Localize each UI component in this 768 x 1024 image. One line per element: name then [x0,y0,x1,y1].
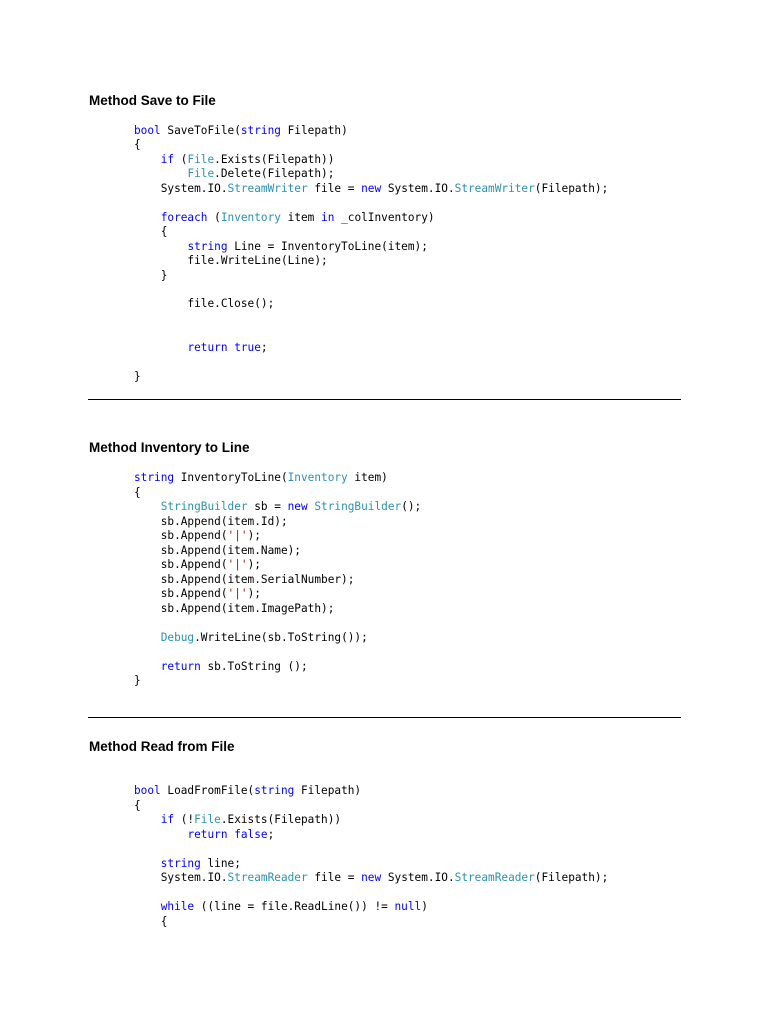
code-text [134,813,161,826]
code-line [134,871,608,885]
code-line [134,225,167,239]
code-line [134,544,301,558]
code-line [134,182,608,196]
code-text: sb.Append( [134,529,228,542]
code-type-name: File [187,167,215,181]
section-heading-read-from-file: Method Read from File [89,739,235,754]
code-text: ( [174,152,188,166]
code-line [134,211,435,225]
code-line [134,813,341,827]
code-text: sb.Append(item.SerialNumber); [134,572,355,586]
code-text: line; [200,856,241,870]
code-text [134,240,187,253]
code-line [134,124,348,138]
code-keyword: string [240,124,281,137]
code-keyword: null [394,900,422,913]
code-line [134,660,308,674]
code-line [134,370,141,384]
code-type-name: Inventory [287,471,348,484]
code-type-name: StringBuilder [314,500,402,513]
code-line [134,341,268,355]
code-text [134,631,161,644]
code-text: System.IO. [134,871,228,884]
code-text [134,857,161,870]
code-line [134,515,288,529]
code-keyword: in [321,210,335,224]
code-line [134,153,334,167]
code-text: { [134,798,141,812]
code-text: _colInventory) [334,210,435,224]
code-keyword: bool [134,784,161,797]
code-keyword: bool [134,124,161,137]
code-text: file = [307,871,362,884]
code-keyword: false [234,827,268,841]
code-keyword: string [187,239,228,253]
code-text: { [134,485,141,499]
code-text: sb.Append(item.Id); [134,514,288,528]
code-keyword: foreach [160,210,208,224]
section-heading-save-to-file: Method Save to File [89,93,216,108]
code-text: ; [267,827,275,841]
code-text: .Exists(Filepath)) [214,152,335,166]
code-text [134,341,187,354]
code-keyword: if [160,152,175,166]
code-line [134,674,141,688]
code-type-name: StreamReader [454,871,535,884]
code-text: ); [247,587,261,600]
code-line [134,573,354,587]
code-line [134,297,274,311]
code-text: ); [247,558,261,571]
code-keyword: new [361,871,382,884]
code-text: Line = InventoryToLine(item); [227,239,428,253]
code-text [134,167,187,180]
code-line [134,602,334,616]
code-text: ) [421,900,428,913]
code-keyword: new [361,181,382,195]
code-text: } [134,268,168,282]
code-type-name: File [187,152,215,166]
code-text: Filepath) [294,784,362,797]
code-type-name: File [194,813,221,826]
code-text: (); [401,500,422,513]
code-text: sb.Append(item.Name); [134,543,301,557]
code-keyword: string [254,784,295,797]
code-text: (Filepath); [534,871,609,884]
code-keyword: string [134,471,175,484]
code-line [134,269,167,283]
code-keyword: return [187,827,228,841]
code-text [134,500,161,513]
code-text: file.Close(); [134,297,275,311]
code-text: } [134,674,141,687]
code-type-name: StringBuilder [160,500,248,513]
code-keyword: true [234,340,261,354]
section-heading-inventory-to-line: Method Inventory to Line [89,440,250,455]
code-text: (! [174,813,195,826]
code-keyword: while [160,900,195,913]
code-text: } [134,369,141,383]
code-text: .Exists(Filepath)) [220,813,342,826]
code-text: sb.ToString (); [200,659,308,673]
code-text: Filepath) [280,124,348,137]
code-text: sb.Append( [134,587,228,600]
code-keyword: if [160,813,175,826]
code-text [134,828,187,841]
code-keyword: return [160,659,201,673]
code-line [134,631,368,645]
code-line [134,529,261,543]
code-line [134,486,141,500]
code-text: { [134,138,141,152]
code-line [134,784,361,798]
code-keyword: return [187,340,228,354]
code-text: System.IO. [381,181,455,195]
code-line [134,587,261,601]
code-text [134,900,161,913]
code-text: LoadFromFile( [160,784,255,797]
code-line [134,799,141,813]
code-text: .Delete(Filepath); [214,167,335,181]
code-type-name: Inventory [220,210,281,224]
code-text: System.IO. [134,181,228,195]
section-divider [88,399,681,400]
code-text: System.IO. [381,871,455,884]
code-type-name: StreamWriter [227,181,308,195]
code-line [134,857,241,871]
code-line [134,500,421,514]
section-divider [88,717,681,718]
code-line [134,240,428,254]
code-text: { [134,225,168,239]
code-text: file = [307,181,362,195]
code-text: sb.Append( [134,558,228,571]
code-keyword: new [287,500,308,513]
code-text: SaveToFile( [160,124,241,137]
code-text: ); [247,529,261,542]
code-type-name: StreamReader [227,871,308,884]
code-text: InventoryToLine( [174,471,288,484]
code-text: ( [207,210,221,224]
code-text [134,660,161,673]
code-type-name: Debug [160,630,195,644]
code-text: { [134,914,168,928]
code-string-literal: '|' [227,587,248,600]
code-keyword: string [160,856,201,870]
code-text: item [280,210,322,224]
code-text [134,211,161,224]
code-type-name: StreamWriter [454,181,535,195]
code-line [134,915,167,929]
code-text: .WriteLine(sb.ToString()); [194,630,368,644]
code-line [134,254,328,268]
code-line [134,471,388,485]
code-text: file.WriteLine(Line); [134,254,328,268]
code-text: ((line = file.ReadLine()) != [194,900,395,913]
code-text: (Filepath); [534,181,609,195]
code-string-literal: '|' [227,558,248,571]
code-line [134,167,334,181]
code-text: sb.Append(item.ImagePath); [134,601,335,615]
code-text [134,153,161,166]
code-line [134,828,274,842]
code-line [134,558,261,572]
code-string-literal: '|' [227,529,248,542]
code-line [134,138,141,152]
code-line [134,900,428,914]
code-text: item) [347,471,388,484]
code-text: ; [260,340,268,354]
code-text: sb = [247,500,288,513]
